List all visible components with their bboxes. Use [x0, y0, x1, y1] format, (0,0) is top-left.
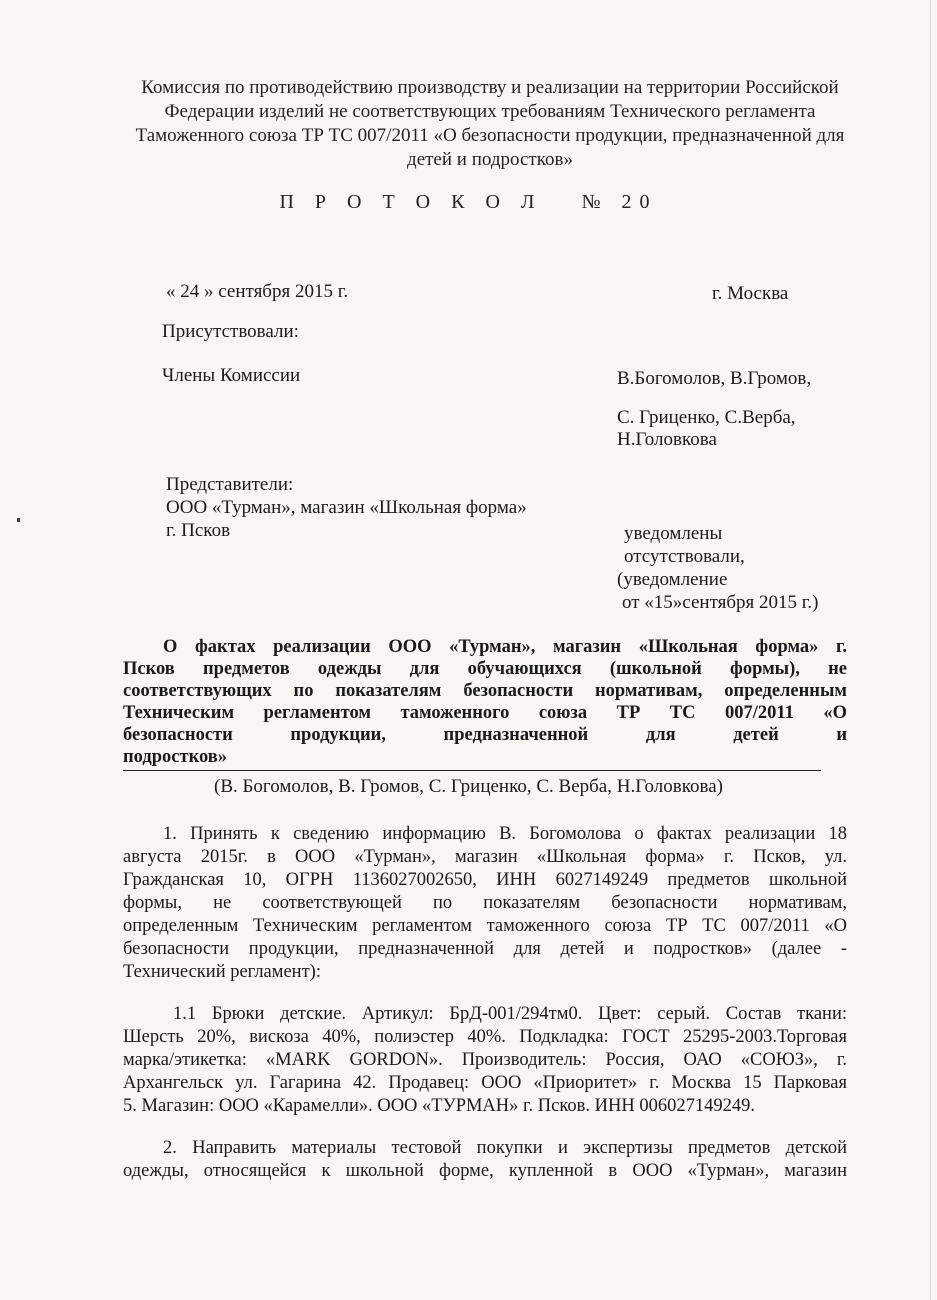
paragraph-2: [123, 1137, 847, 1183]
paragraph-1-1: [123, 1003, 847, 1118]
representatives-city: г. Псков: [166, 520, 231, 541]
member-names: Н.Головкова: [617, 429, 717, 450]
document-header: [110, 76, 870, 172]
protocol-city: г. Москва: [712, 283, 789, 304]
header-line: Комиссия по противодействию производству и реализации на территории Российской: [141, 77, 839, 98]
paragraph-1: [123, 823, 847, 984]
paragraph-line: 1. Принять к сведению информацию В. Богомолова о фактах реализации 18: [163, 824, 847, 844]
scan-speck: [17, 518, 20, 522]
subject-line: подростков»: [123, 747, 228, 767]
representatives-org: ООО «Турман», магазин «Школьная форма»: [166, 497, 527, 518]
subject-line: соответствующих по показателям безопасности нормативам, определенным: [123, 681, 847, 701]
speakers-list: (В. Богомолов, В. Громов, С. Гриценко, С. Верба, Н.Головкова): [214, 776, 723, 797]
paragraph-line: Гражданская 10, ОГРН 1136027002650, ИНН 6027149249 предметов школьной: [123, 870, 847, 890]
protocol-title: П Р О Т О К О Л № 20: [279, 191, 658, 213]
paragraph-line: Технический регламент):: [123, 962, 321, 982]
notice-line: отсутствовали,: [624, 546, 745, 567]
header-line: детей и подростков»: [407, 149, 573, 170]
paragraph-line: августа 2015г. в ООО «Турман», магазин «Школьная форма» г. Псков, ул.: [123, 847, 847, 867]
notice-line: от «15»сентября 2015 г.): [622, 592, 819, 613]
agenda-subject: [123, 636, 847, 768]
paragraph-line: 1.1 Брюки детские. Артикул: БрД-001/294тм0. Цвет: серый. Состав ткани:: [173, 1004, 847, 1024]
present-label: Присутствовали:: [162, 321, 299, 342]
subject-line: О фактах реализации ООО «Турман», магазин «Школьная форма» г.: [163, 637, 847, 657]
member-names: С. Гриценко, С.Верба,: [617, 407, 796, 428]
paragraph-line: определенным Техническим регламентом таможенного союза ТР ТС 007/2011 «О: [123, 916, 847, 936]
protocol-date: « 24 » сентября 2015 г.: [166, 281, 349, 302]
members-label: Члены Комиссии: [162, 365, 301, 386]
header-line: Федерации изделий не соответствующих требованиям Технического регламента: [164, 101, 816, 122]
notice-line: уведомлены: [624, 523, 723, 544]
paragraph-line: 2. Направить материалы тестовой покупки и экспертизы предметов детской: [163, 1138, 847, 1158]
subject-line: безопасности продукции, предназначенной для детей и: [123, 725, 847, 745]
header-line: Таможенного союза ТР ТС 007/2011 «О безопасности продукции, предназначенной для: [135, 125, 845, 146]
subject-line: Псков предметов одежды для обучающихся (школьной формы), не: [123, 659, 847, 679]
paragraph-line: 5. Магазин: ООО «Карамелли». ООО «ТУРМАН» г. Псков. ИНН 006027149249.: [123, 1096, 755, 1116]
notice-line: (уведомление: [617, 569, 728, 590]
paragraph-line: Архангельск ул. Гагарина 42. Продавец: ООО «Приоритет» г. Москва 15 Парковая: [123, 1073, 847, 1093]
paragraph-line: марка/этикетка: «MARK GORDON». Производитель: Россия, ОАО «СОЮЗ», г.: [123, 1050, 847, 1070]
subject-line: Техническим регламентом таможенного союза ТР ТС 007/2011 «О: [123, 703, 847, 723]
subject-underline: [123, 770, 821, 771]
paragraph-line: формы, не соответствующей по показателям безопасности нормативам,: [123, 893, 847, 913]
paragraph-line: Шерсть 20%, вискоза 40%, полиэстер 40%. Подкладка: ГОСТ 25295-2003.Торговая: [123, 1027, 847, 1047]
representatives-label: Представители:: [166, 474, 294, 495]
member-names: В.Богомолов, В.Громов,: [617, 368, 812, 389]
paragraph-line: безопасности продукции, предназначенной для детей и подростков» (далее -: [123, 939, 847, 959]
paragraph-line: одежды, относящейся к школьной форме, купленной в ООО «Турман», магазин: [123, 1161, 847, 1181]
